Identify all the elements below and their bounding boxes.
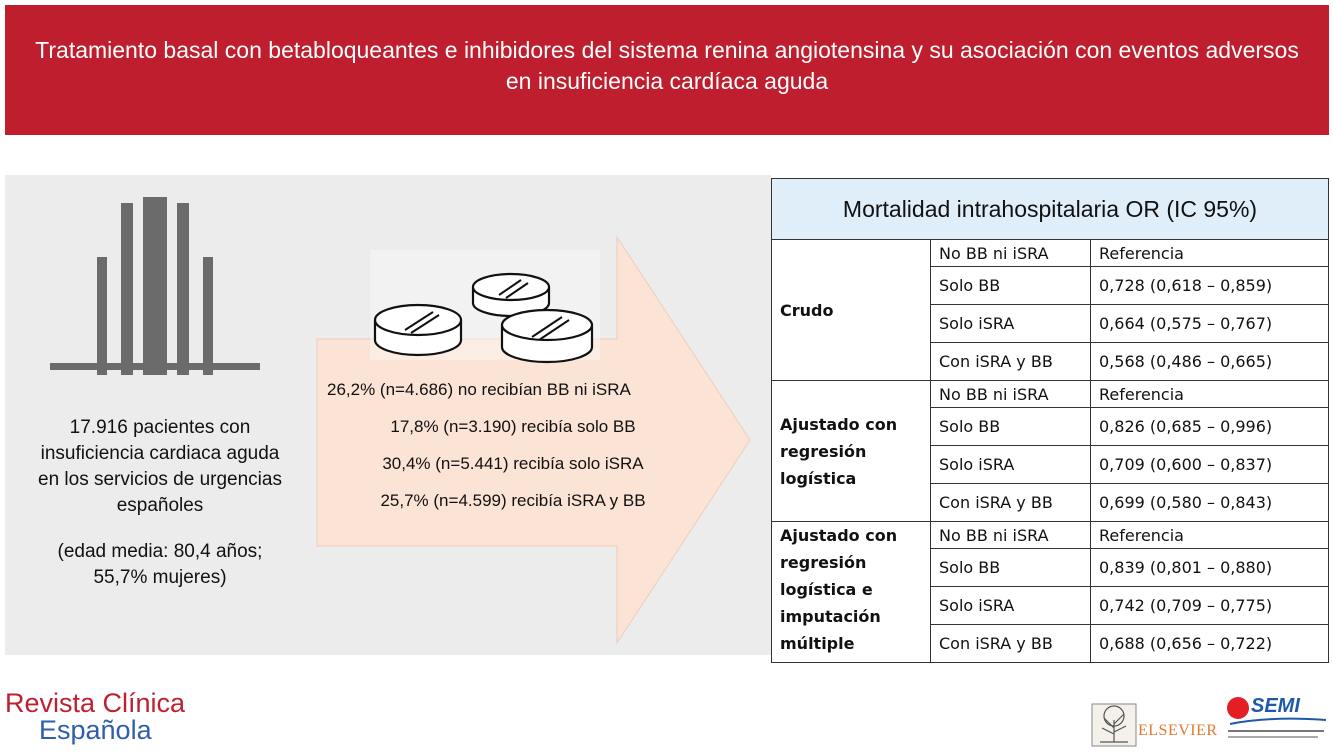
patients-line: 17.916 pacientes con: [69, 417, 251, 438]
treatment-cell: Solo BB: [931, 408, 1091, 446]
value-cell: 0,699 (0,580 – 0,843): [1091, 484, 1329, 522]
value-cell: Referencia: [1091, 522, 1329, 549]
journal-name-line2: Española: [39, 715, 152, 745]
treatment-group-line: 17,8% (n=3.190) recibía solo BB: [390, 417, 636, 436]
treatment-cell: No BB ni iSRA: [931, 240, 1091, 267]
treatment-cell: No BB ni iSRA: [931, 381, 1091, 408]
patients-line: 55,7% mujeres): [93, 567, 227, 588]
treatment-cell: Solo BB: [931, 267, 1091, 305]
patients-line: (edad media: 80,4 años;: [57, 541, 263, 562]
treatment-group-line: 30,4% (n=5.441) recibía solo iSRA: [382, 454, 644, 473]
summary-panel: [5, 175, 771, 655]
treatment-cell: Solo iSRA: [931, 446, 1091, 484]
group-label: Ajustado con regresión logística: [772, 381, 931, 522]
treatment-cell: Con iSRA y BB: [931, 343, 1091, 381]
value-cell: 0,742 (0,709 – 0,775): [1091, 587, 1329, 625]
group-label: Crudo: [772, 240, 931, 381]
treatment-cell: Solo iSRA: [931, 305, 1091, 343]
value-cell: Referencia: [1091, 240, 1329, 267]
page-title: Tratamiento basal con betabloqueantes e inhibidores del sistema renina angiotensina y su asociación con eventos adversos en insuficiencia cardíaca aguda: [35, 37, 1299, 94]
treatment-group-line: 26,2% (n=4.686) no recibían BB ni iSRA: [327, 380, 631, 399]
group-label: Ajustado con regresión logística e imputación múltiple: [772, 522, 931, 663]
value-cell: 0,688 (0,656 – 0,722): [1091, 625, 1329, 663]
treatment-group-line: 25,7% (n=4.599) recibía iSRA y BB: [380, 491, 646, 510]
journal-name-line1: Revista Clínica: [5, 688, 186, 718]
treatment-groups: [323, 377, 703, 525]
value-cell: 0,709 (0,600 – 0,837): [1091, 446, 1329, 484]
treatment-cell: No BB ni iSRA: [931, 522, 1091, 549]
value-cell: 0,664 (0,575 – 0,767): [1091, 305, 1329, 343]
treatment-cell: Con iSRA y BB: [931, 484, 1091, 522]
header-banner: [5, 5, 1329, 135]
patients-line: insuficiencia cardiaca aguda: [40, 443, 280, 464]
publisher-name: ELSEVIER: [1138, 722, 1218, 739]
treatment-cell: Solo iSRA: [931, 587, 1091, 625]
value-cell: 0,568 (0,486 – 0,665): [1091, 343, 1329, 381]
journal-logo: [5, 690, 185, 744]
treatment-cell: Con iSRA y BB: [931, 625, 1091, 663]
value-cell: 0,826 (0,685 – 0,996): [1091, 408, 1329, 446]
value-cell: 0,839 (0,801 – 0,880): [1091, 549, 1329, 587]
treatment-cell: Solo BB: [931, 549, 1091, 587]
value-cell: 0,728 (0,618 – 0,859): [1091, 267, 1329, 305]
mortality-table: [771, 178, 1329, 663]
patients-line: en los servicios de urgencias: [38, 469, 282, 490]
society-name: SEMI: [1251, 695, 1300, 717]
patients-line: españoles: [116, 495, 204, 516]
table-title: Mortalidad intrahospitalaria OR (IC 95%): [772, 179, 1329, 240]
value-cell: Referencia: [1091, 381, 1329, 408]
